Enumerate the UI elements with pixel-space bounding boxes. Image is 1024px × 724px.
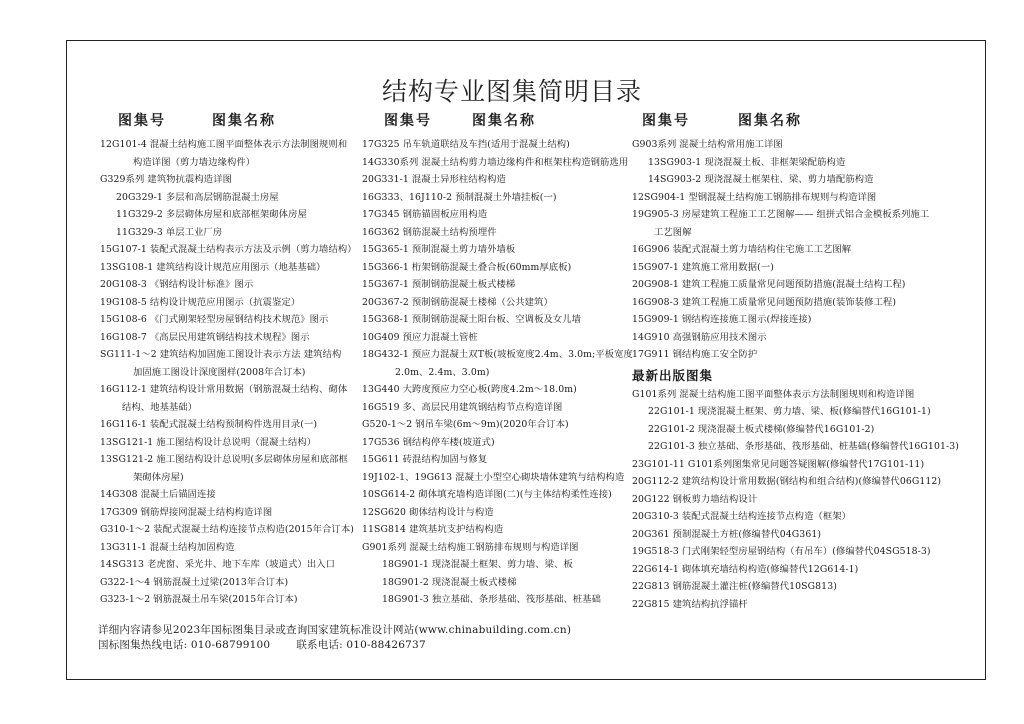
catalog-entry: 19J102-1、19G613 混凝土小型空心砌块墙体建筑与结构构造 [362, 471, 625, 483]
catalog-entry: 22G101-1 现浇混凝土框架、剪力墙、梁、板(修编替代16G101-1) [648, 406, 931, 417]
catalog-entry: 13G440 大跨度预应力空心板(跨度4.2m～18.0m) [362, 384, 577, 395]
catalog-entry: 20G367-2 预制钢筋混凝土楼梯（公共建筑） [362, 296, 553, 308]
catalog-entry: 12SG904-1 型钢混凝土结构施工钢筋排布规则与构造详图 [632, 191, 877, 203]
catalog-list [362, 136, 633, 609]
column-header [100, 110, 368, 136]
catalog-entry: 14G308 混凝土后锚固连接 [100, 489, 216, 500]
catalog-entry: 15G367-1 预制钢筋混凝土板式楼梯 [362, 279, 516, 290]
catalog-entry: 11G329-2 多层砌体房屋和底部框架砌体房屋 [116, 209, 307, 220]
catalog-entry: G901系列 混凝土结构施工钢筋排布规则与构造详图 [362, 541, 579, 553]
catalog-entry: 18G901-1 现浇混凝土框架、剪力墙、梁、板 [382, 559, 573, 570]
header-name: 图集名称 [738, 113, 802, 129]
catalog-entry: 22G614-1 砌体填充墙结构构造(修编替代12G614-1) [632, 563, 859, 575]
catalog-entry: 16G908-3 建筑工程施工质量常见问题预防措施(装饰装修工程) [632, 296, 897, 308]
catalog-list [100, 136, 368, 609]
catalog-entry: 2.0m、2.4m、3.0m) [395, 366, 490, 378]
catalog-entry: 17G345 钢筋锚固板应用构造 [362, 209, 488, 220]
catalog-entry: 18G901-2 现浇混凝土板式楼梯 [382, 576, 517, 588]
catalog-entry: 14G910 高强钢筋应用技术图示 [632, 331, 767, 343]
catalog-entry: 13SG121-2 施工图结构设计总说明(多层砌体房屋和底部框 [100, 454, 349, 465]
catalog-entry: 12G101-4 混凝土结构施工图平面整体表示方法制图规则和 [100, 139, 348, 150]
catalog-entry: 15G107-1 装配式混凝土结构表示方法及示例（剪力墙结构） [100, 244, 357, 255]
catalog-entry: G329系列 建筑物抗震构造详图 [100, 174, 232, 185]
catalog-entry: 工艺图解 [654, 226, 692, 238]
catalog-entry: 17G309 钢筋焊接网混凝土结构构造详图 [100, 506, 273, 518]
header-name: 图集名称 [472, 113, 536, 129]
column-header [632, 110, 962, 136]
catalog-entry: 15G611 砖混结构加固与修复 [362, 454, 488, 465]
catalog-entry: 20G108-3 《钢结构设计标准》图示 [100, 279, 254, 290]
header-code: 图集号 [384, 113, 432, 129]
catalog-entry: 11SG814 建筑基坑支护结构构造 [362, 524, 504, 535]
header-name: 图集名称 [212, 113, 276, 129]
catalog-entry: 10SG614-2 砌体填充墙构造详图(二)(与主体结构柔性连接) [362, 489, 612, 500]
catalog-entry: 20G112-2 建筑结构设计常用数据(钢结构和组合结构)(修编替代06G112) [632, 476, 942, 487]
catalog-entry: G101系列 混凝土结构施工图平面整体表示方法制图规则和构造详图 [632, 388, 915, 400]
catalog-entry: 18G901-3 独立基础、条形基础、筏形基础、桩基础 [382, 594, 602, 605]
catalog-entry: 10G409 预应力混凝土管桩 [362, 331, 478, 343]
catalog-entry: 19G108-5 结构设计规范应用图示（抗震鉴定） [100, 296, 301, 308]
hotline-text: 国标图集热线电话: 010-68799100 [98, 639, 271, 651]
catalog-entry: 19G518-3 门式刚架轻型房屋钢结构（有吊车）(修编替代04SG518-3) [632, 546, 931, 557]
header-code: 图集号 [118, 113, 166, 129]
header-code: 图集号 [642, 113, 690, 129]
catalog-entry: G520-1～2 钢吊车梁(6m～9m)(2020年合订本) [362, 419, 569, 430]
catalog-entry: G323-1～2 钢筋混凝土吊车梁(2015年合订本) [100, 594, 298, 605]
catalog-entry: G903系列 混凝土结构常用施工详图 [632, 139, 783, 150]
catalog-column-3 [632, 110, 962, 613]
catalog-column-2 [362, 110, 633, 609]
catalog-entry: 22G813 钢筋混凝土灌注桩(修编替代10SG813) [632, 581, 837, 592]
catalog-column-1 [100, 110, 368, 609]
catalog-entry: 16G333、16J110-2 预制混凝土外墙挂板(一) [362, 191, 557, 203]
catalog-entry: 13SG903-1 现浇混凝土板、非框架梁配筋构造 [648, 156, 846, 168]
catalog-entry: 14SG313 老虎窗、采光井、地下车库（坡道式）出入口 [100, 559, 336, 570]
catalog-entry: 22G101-2 现浇混凝土板式楼梯(修编替代16G101-2) [648, 423, 875, 435]
catalog-entry: 20G361 预制混凝土方桩(修编替代04G361) [632, 528, 822, 540]
catalog-entry: 13G311-1 混凝土结构加固构造 [100, 541, 235, 553]
catalog-entry: 11G329-3 单层工业厂房 [116, 226, 223, 238]
catalog-entry: 15G907-1 建筑施工常用数据(一) [632, 261, 774, 273]
catalog-entry: 17G325 吊车轨道联结及车挡(适用于混凝土结构) [362, 139, 570, 150]
catalog-entry: G322-1～4 钢筋混凝土过梁(2013年合订本) [100, 576, 289, 588]
catalog-entry: 构造详图（剪力墙边缘构件） [133, 156, 256, 168]
catalog-entry: 13SG121-1 施工图结构设计总说明（混凝土结构） [100, 436, 317, 448]
page-title: 结构专业图集简明目录 [381, 77, 642, 106]
catalog-entry: 15G108-6 《门式刚架轻型房屋钢结构技术规范》图示 [100, 314, 329, 325]
footer-reference: 详细内容请参见2023年国标图集目录或查询国家建筑标准设计网站(www.chinabuilding.com.cn) [98, 624, 572, 636]
catalog-list [632, 136, 962, 613]
catalog-entry: 20G310-3 装配式混凝土结构连接节点构造（框架） [632, 511, 852, 522]
catalog-entry: 16G112-1 建筑结构设计常用数据（钢筋混凝土结构、砌体 [100, 384, 348, 395]
catalog-entry: SG111-1～2 建筑结构加固施工图设计表示方法 建筑结构 [100, 349, 342, 360]
catalog-entry: 16G116-1 装配式混凝土结构预制构件选用目录(一) [100, 419, 318, 430]
catalog-entry: 加固施工图设计深度图样(2008年合订本) [133, 366, 306, 378]
catalog-entry: 13SG108-1 建筑结构设计规范应用图示（地基基础） [100, 261, 326, 273]
catalog-entry: 22G101-3 独立基础、条形基础、筏形基础、桩基础(修编替代16G101-3) [648, 441, 959, 452]
catalog-entry: 15G909-1 钢结构连接施工图示(焊接连接) [632, 314, 812, 325]
catalog-entry: 19G905-3 房屋建筑工程施工工艺图解—— 组拼式铝合金模板系列施工 [632, 209, 930, 220]
section-heading-new-publications: 最新出版图集 [632, 367, 714, 383]
catalog-entry: 18G432-1 预应力混凝土双T板(坡板宽度2.4m、3.0m;平板宽度 [362, 349, 633, 360]
catalog-entry: 17G536 钢结构停车楼(坡道式) [362, 436, 495, 448]
catalog-entry: 17G911 钢结构施工安全防护 [632, 349, 758, 360]
footer-contacts [98, 637, 426, 652]
catalog-entry: 16G906 装配式混凝土剪力墙结构住宅施工工艺图解 [632, 244, 852, 255]
catalog-entry: 15G366-1 桁架钢筋混凝土叠合板(60mm厚底板) [362, 261, 572, 273]
catalog-entry: 结构、地基基础） [122, 401, 198, 413]
catalog-entry: 23G101-11 G101系列图集常见问题答疑图解(修编替代17G101-11) [632, 458, 925, 470]
catalog-entry: 15G368-1 预制钢筋混凝土阳台板、空调板及女儿墙 [362, 314, 582, 325]
catalog-entry: 20G331-1 混凝土异形柱结构构造 [362, 174, 506, 185]
catalog-entry: 16G362 钢筋混凝土结构预埋件 [362, 226, 497, 238]
catalog-entry: G310-1～2 装配式混凝土结构连接节点构造(2015年合订本) [100, 524, 354, 535]
catalog-entry: 22G815 建筑结构抗浮锚杆 [632, 598, 748, 610]
catalog-entry: 12SG620 砌体结构设计与构造 [362, 506, 494, 518]
catalog-entry: 16G519 多、高层民用建筑钢结构节点构造详图 [362, 401, 563, 413]
catalog-entry: 架砌体房屋) [133, 471, 184, 483]
catalog-entry: 14SG903-2 现浇混凝土框架柱、梁、剪力墙配筋构造 [648, 174, 874, 185]
catalog-entry: 14G330系列 混凝土结构剪力墙边缘构件和框架柱构造钢筋选用 [362, 156, 629, 168]
catalog-entry: 20G908-1 建筑工程施工质量常见问题预防措施(混凝土结构工程) [632, 279, 906, 290]
catalog-entry: 15G365-1 预制混凝土剪力墙外墙板 [362, 244, 516, 255]
catalog-entry: 20G122 钢板剪力墙结构设计 [632, 493, 758, 505]
column-header [362, 110, 630, 136]
contact-text: 联系电话: 010-88426737 [296, 639, 426, 651]
catalog-entry: 16G108-7 《高层民用建筑钢结构技术规程》图示 [100, 331, 310, 343]
catalog-entry: 20G329-1 多层和高层钢筋混凝土房屋 [116, 191, 279, 203]
